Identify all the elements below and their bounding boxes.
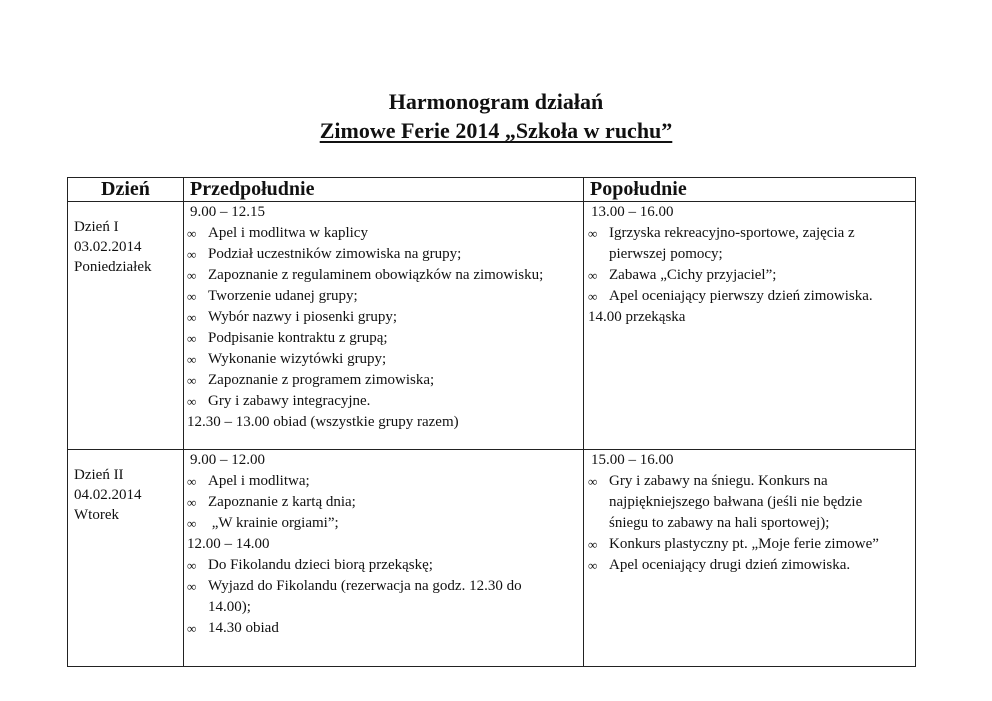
infinity-bullet-icon: ∞: [187, 352, 197, 367]
list-item: ∞ Zapoznanie z programem zimowiska;: [187, 370, 583, 391]
infinity-bullet-icon: ∞: [187, 474, 197, 489]
table-header-row: [68, 178, 916, 202]
list-item: ∞ Zapoznanie z regulaminem obowiązków na zimowisku;: [187, 265, 583, 286]
infinity-bullet-icon: ∞: [588, 289, 598, 304]
time-range: 13.00 – 16.00: [591, 204, 674, 220]
table-row: [68, 450, 916, 667]
lunch-note: 12.30 – 13.00 obiad (wszystkie grupy razem): [187, 414, 459, 430]
list-item: ∞ Apel oceniający drugi dzień zimowiska.: [588, 555, 915, 576]
list-item: ∞ Podział uczestników zimowiska na grupy;: [187, 244, 583, 265]
list-item: ∞ Zabawa „Cichy przyjaciel”;: [588, 265, 915, 286]
page-title: Harmonogram działań: [388, 89, 604, 114]
infinity-bullet-icon: ∞: [187, 516, 197, 531]
table-row: [68, 202, 916, 450]
day-cell: [68, 450, 184, 667]
day-weekday: Wtorek: [74, 507, 119, 523]
list-item: ∞ Wybór nazwy i piosenki grupy;: [187, 307, 583, 328]
list-item: ∞ Apel i modlitwa;: [187, 471, 583, 492]
infinity-bullet-icon: ∞: [187, 373, 197, 388]
list-item: ∞ Apel oceniający pierwszy dzień zimowiska.: [588, 286, 915, 307]
infinity-bullet-icon: ∞: [187, 247, 197, 262]
list-item: ∞ Apel i modlitwa w kaplicy: [187, 223, 583, 244]
infinity-bullet-icon: ∞: [187, 495, 197, 510]
day-date: 03.02.2014: [74, 239, 142, 255]
list-item: ∞ Podpisanie kontraktu z grupą;: [187, 328, 583, 349]
day-name: Dzień II: [74, 467, 124, 483]
day-name: Dzień I: [74, 219, 119, 235]
infinity-bullet-icon: ∞: [187, 226, 197, 241]
list-item: ∞ Konkurs plastyczny pt. „Moje ferie zimowe”: [588, 534, 915, 555]
day-weekday: Poniedziałek: [74, 259, 152, 275]
morning-cell: [184, 202, 584, 450]
infinity-bullet-icon: ∞: [187, 394, 197, 409]
infinity-bullet-icon: ∞: [588, 226, 598, 241]
infinity-bullet-icon: ∞: [588, 558, 598, 573]
list-item: ∞ „W krainie orgiami”;: [187, 513, 583, 534]
time-range: 9.00 – 12.15: [190, 204, 265, 220]
morning-cell: [184, 450, 584, 667]
infinity-bullet-icon: ∞: [187, 289, 197, 304]
list-item: ∞ Igrzyska rekreacyjno-sportowe, zajęcia z pierwszej pomocy;: [588, 223, 915, 265]
afternoon-cell: [584, 202, 916, 450]
page-subtitle: Zimowe Ferie 2014 „Szkoła w ruchu”: [319, 118, 673, 143]
infinity-bullet-icon: ∞: [588, 537, 598, 552]
schedule-table: [67, 177, 916, 667]
infinity-bullet-icon: ∞: [187, 558, 197, 573]
time-range: 9.00 – 12.00: [190, 452, 265, 468]
header-morning: Przedpołudnie: [184, 178, 584, 202]
list-item: ∞ Tworzenie udanej grupy;: [187, 286, 583, 307]
list-item: ∞ Wykonanie wizytówki grupy;: [187, 349, 583, 370]
list-item: ∞ Gry i zabawy na śniegu. Konkurs na najpiękniejszego bałwana (jeśli nie będzie śniegu to zabawy na hali sportowej);: [588, 471, 915, 534]
list-item: ∞ 14.30 obiad: [187, 618, 583, 639]
list-item: ∞ Wyjazd do Fikolandu (rezerwacja na godz. 12.30 do 14.00);: [187, 576, 583, 618]
day-cell: [68, 202, 184, 450]
time-range: 15.00 – 16.00: [591, 452, 674, 468]
afternoon-cell: [584, 450, 916, 667]
infinity-bullet-icon: ∞: [187, 310, 197, 325]
infinity-bullet-icon: ∞: [187, 621, 197, 636]
time-range: 12.00 – 14.00: [187, 536, 270, 552]
snack-note: 14.00 przekąska: [588, 309, 686, 325]
infinity-bullet-icon: ∞: [187, 268, 197, 283]
header-day: Dzień: [68, 178, 184, 202]
list-item: ∞ Gry i zabawy integracyjne.: [187, 391, 583, 412]
list-item: ∞ Zapoznanie z kartą dnia;: [187, 492, 583, 513]
infinity-bullet-icon: ∞: [187, 579, 197, 594]
infinity-bullet-icon: ∞: [187, 331, 197, 346]
header-afternoon: Popołudnie: [584, 178, 916, 202]
list-item: ∞ Do Fikolandu dzieci biorą przekąskę;: [187, 555, 583, 576]
infinity-bullet-icon: ∞: [588, 474, 598, 489]
day-date: 04.02.2014: [74, 487, 142, 503]
infinity-bullet-icon: ∞: [588, 268, 598, 283]
